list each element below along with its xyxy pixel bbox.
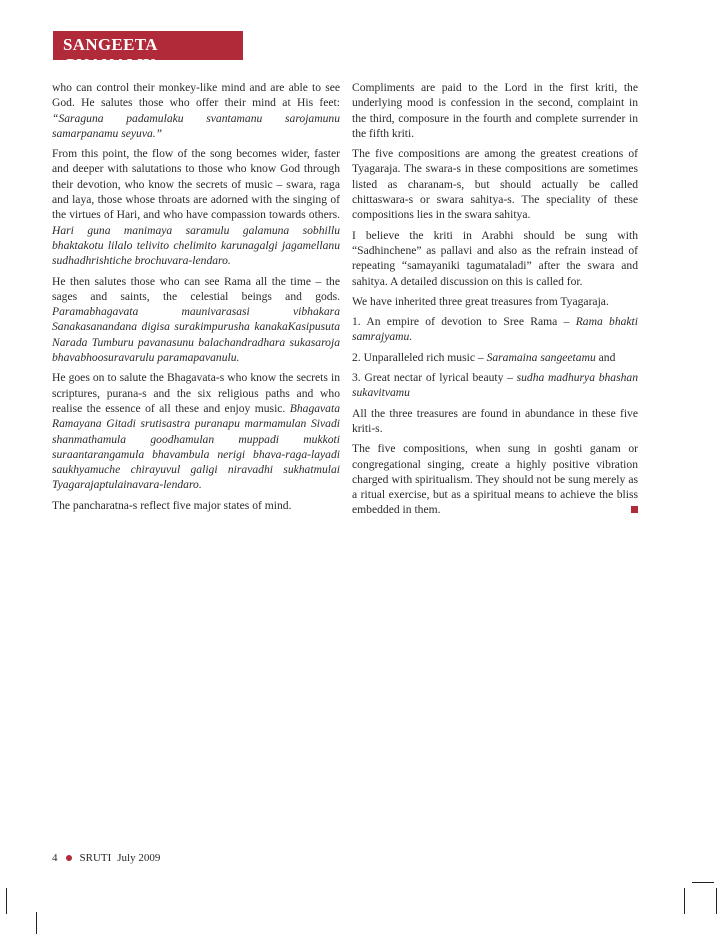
- bullet-dot-icon: [66, 855, 72, 861]
- magazine-name: SRUTI: [79, 852, 112, 864]
- text-run: who can control their monkey-like mind and are able to see God. He salutes those who offer their mind at His feet:: [52, 81, 340, 110]
- paragraph: [352, 370, 638, 401]
- page-number: 4: [52, 852, 58, 864]
- section-title-badge: SANGEETA GNANAMU: [53, 31, 243, 60]
- paragraph: [52, 274, 340, 366]
- text-run: Compliments are paid to the Lord in the first kriti, the underlying mood is confession in the second, complaint in the third, composure in the fourth and complete surrender in the fifth kriti.: [352, 81, 638, 140]
- paragraph: [352, 294, 638, 309]
- right-column: [352, 80, 638, 523]
- crop-mark: [36, 912, 37, 934]
- text-run: He goes on to salute the Bhagavata-s who know the secrets in scriptures, purana-s and the six religious paths and who realise the essence of all these and enjoy music.: [52, 371, 340, 415]
- paragraph: [52, 80, 340, 141]
- italic-text: Paramabhagavata maunivarasasi vibhakara Sanakasanandana digisa surakimpurusha kanakaKasipusuta Narada Tumburu pavanasunu balachandradhara sukasaroja bhavabhoosuravarulu paramapavanulu.: [52, 305, 340, 365]
- crop-mark: [6, 888, 7, 914]
- paragraph: [352, 441, 638, 517]
- paragraph: [352, 314, 638, 345]
- text-run: The five compositions are among the greatest creations of Tyagaraja. The swara-s in these compositions are sometimes listed as charanam-s, but should actually be called chittaswara-s or swara sahitya-s. The speciality of these compositions lies in the swara sahitya.: [352, 147, 638, 222]
- paragraph: [352, 80, 638, 141]
- end-of-article-mark: [631, 506, 638, 513]
- text-run: and: [595, 350, 616, 364]
- text-run: 1. An empire of devotion to Sree Rama –: [352, 315, 576, 329]
- paragraph: [352, 228, 638, 289]
- text-run: 3. Great nectar of lyrical beauty –: [352, 371, 517, 385]
- page-footer: [52, 852, 160, 864]
- paragraph: [352, 350, 638, 365]
- italic-text: Hari guna manimaya saramulu galamuna sobhillu bhaktakotu lilalo telivito chelimito karunagalgi jagamellanu sudhadhrishtiche brochuvara-lendaro.: [52, 223, 340, 268]
- paragraph: [52, 146, 340, 268]
- text-run: He then salutes those who can see Rama all the time – the sages and saints, the celestial beings and gods.: [52, 274, 340, 303]
- crop-mark: [692, 882, 714, 883]
- paragraph: [352, 146, 638, 222]
- left-column: [52, 80, 340, 518]
- text-run: We have inherited three great treasures from Tyagaraja.: [352, 294, 609, 308]
- text-run: The pancharatna-s reflect five major states of mind.: [52, 498, 292, 512]
- italic-text: “Saraguna padamulaku svantamanu sarojamunu samarpanamu seyuva.”: [52, 111, 340, 140]
- issue-date: July 2009: [117, 852, 161, 864]
- text-run: 2. Unparalleled rich music –: [352, 350, 487, 364]
- crop-mark: [684, 888, 685, 914]
- crop-mark: [716, 888, 717, 914]
- text-run: The five compositions, when sung in goshti ganam or congregational singing, create a highly positive vibration charged with spiritualism. They should not be sung merely as a ritual exercise, but as a spiritual means to achieve the bliss embedded in them.: [352, 442, 638, 517]
- paragraph: [52, 370, 340, 492]
- text-run: I believe the kriti in Arabhi should be sung with “Sadhinchene” as pallavi and also as the refrain instead of repeating “samayaniki tagumataladi” after the swara and sahitya. A detailed discussion on this is called for.: [352, 228, 638, 288]
- paragraph: [52, 498, 340, 513]
- italic-text: Bhagavata Ramayana Gitadi srutisastra puranapu marmamulan Sivadi shanmathamula goodhamulan muppadi mukkoti suraantarangamula bhavambula nerigi bhava-raga-layadi saukhyamuche chirayuvul galigi niravadhi sukhatmulai Tyagarajaptulainavara-lendaro.: [52, 401, 340, 492]
- paragraph: [352, 406, 638, 437]
- text-run: From this point, the flow of the song becomes wider, faster and deeper with salutations to those who know God through their devotion, who know the secrets of music – swara, raga and laya, those whose throats are adorned with the singing of the virtues of Hari, and who have compassion towards others.: [52, 147, 340, 222]
- text-run: All the three treasures are found in abundance in these five kriti-s.: [352, 406, 638, 435]
- italic-text: Rama bhakti samrajyamu.: [352, 315, 639, 344]
- italic-text: Saramaina sangeetamu: [486, 350, 596, 364]
- italic-text: sudha madhurya bhashan sukavitvamu: [352, 371, 638, 400]
